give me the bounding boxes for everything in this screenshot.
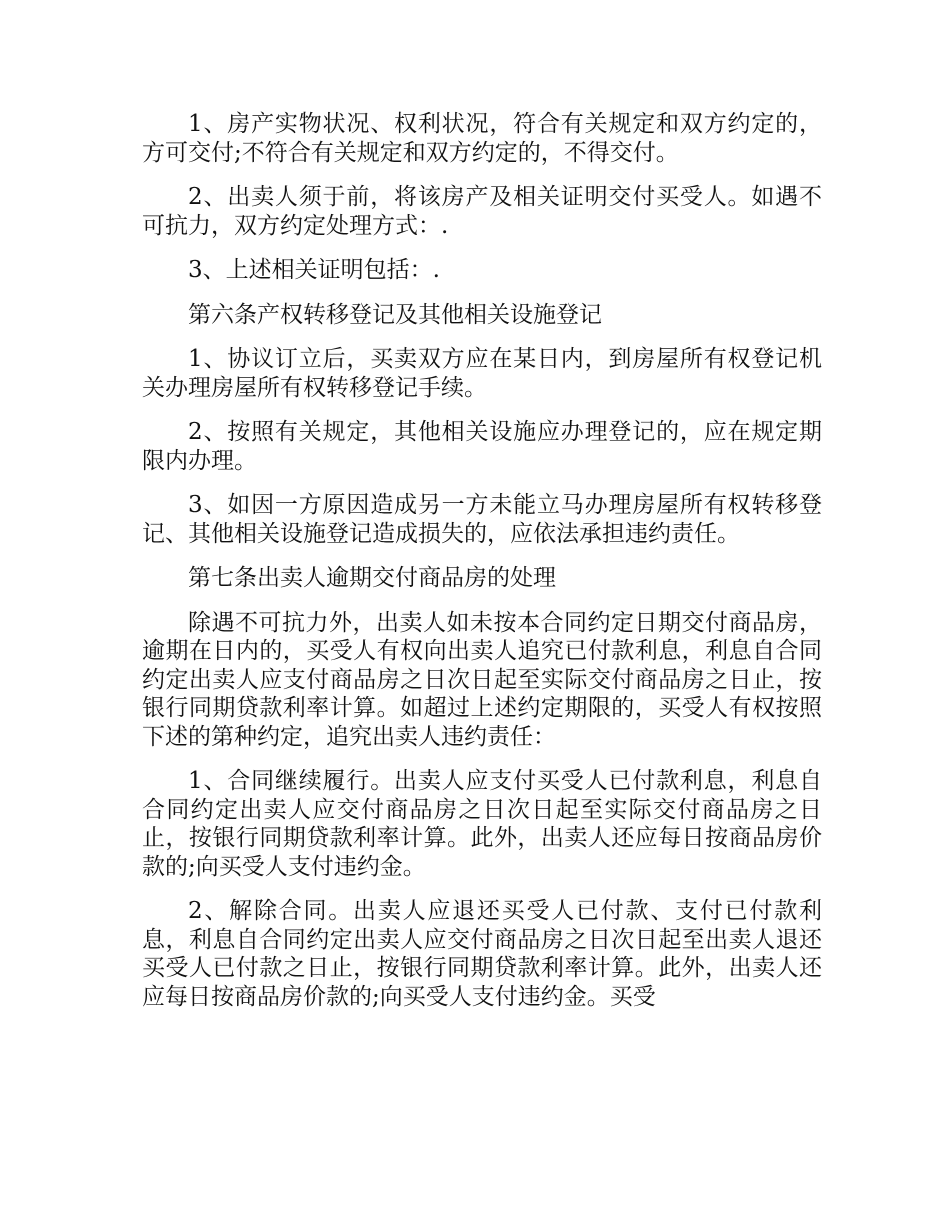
article-7-heading: 第七条出卖人逾期交付商品房的处理 <box>188 565 556 591</box>
paragraph-certificates: 3、上述相关证明包括：. <box>188 257 440 283</box>
paragraph-liability: 3、如因一方原因造成另一方未能立马办理房屋所有权转移登记、其他相关设施登记造成损失的，应依法承担违约责任。 <box>142 492 822 547</box>
document-page <box>142 110 822 1027</box>
paragraph-facility-registration: 2、按照有关规定，其他相关设施应办理登记的，应在规定期限内办理。 <box>142 419 822 474</box>
paragraph-overdue-delivery: 除遇不可抗力外，出卖人如未按本合同约定日期交付商品房，逾期在日内的，买受人有权向出卖人追究已付款利息，利息自合同约定出卖人应支付商品房之日次日起至实际交付商品房之日止，按银行同期贷款利率计算。如超过上述约定期限的，买受人有权按照下述的第种约定，追究出卖人违约责任： <box>142 609 822 750</box>
article-6-heading: 第六条产权转移登记及其他相关设施登记 <box>188 301 602 328</box>
paragraph-delivery-deadline: 2、出卖人须于前，将该房产及相关证明交付买受人。如遇不可抗力，双方约定处理方式：. <box>142 184 822 239</box>
paragraph-terminate-contract: 2、解除合同。出卖人应退还买受人已付款、支付已付款利息，利息自合同约定出卖人应交付商品房之日次日起至出卖人退还买受人已付款之日止，按银行同期贷款利率计算。此外，出卖人还应每日按商品房价款的;向买受人支付违约金。买受 <box>142 898 822 1010</box>
paragraph-continue-contract: 1、合同继续履行。出卖人应支付买受人已付款利息，利息自合同约定出卖人应交付商品房之日次日起至实际交付商品房之日止，按银行同期贷款利率计算。此外，出卖人还应每日按商品房价款的;向买受人支付违约金。 <box>142 768 822 880</box>
paragraph-delivery-conditions: 1、房产实物状况、权利状况，符合有关规定和双方约定的，方可交付;不符合有关规定和双方约定的，不得交付。 <box>142 111 822 166</box>
paragraph-registration-period: 1、协议订立后，买卖双方应在某日内，到房屋所有权登记机关办理房屋所有权转移登记手续。 <box>142 346 822 401</box>
